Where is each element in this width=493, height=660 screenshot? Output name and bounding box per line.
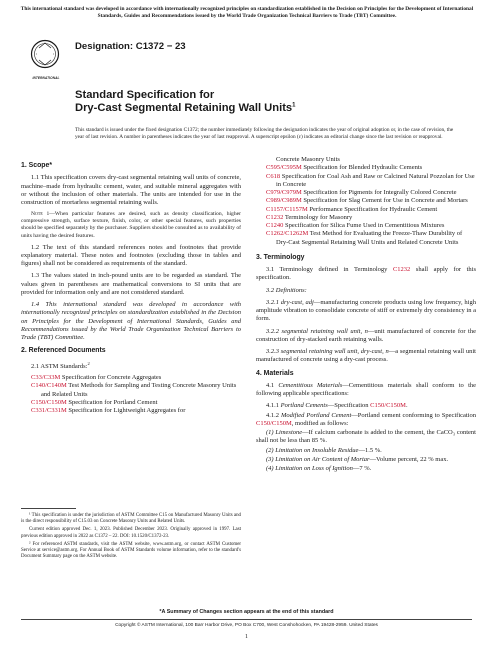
footnote-1-edition: Current edition approved Dec. 1, 2023. Published December 2023. Originally approved in 1997. Last previous edition approved in 2022 as C1372 – 22. DOI: 10.1520/C1372-23. [21,527,241,539]
footnote-1: ¹ This specification is under the jurisdiction of ASTM Committee C15 on Manufactured Masonry Units and is the direct responsibility of C15.03 on Concrete Masonry Units and Related Units. [21,513,241,525]
left-column [21,162,241,415]
designation: Designation: C1372 − 23 [75,41,186,52]
reference-link[interactable]: C150/C150M [370,402,406,410]
reference-item[interactable]: C618 Specification for Coal Ash and Raw or Calcined Natural Pozzolan for Use in Concrete [266,172,475,188]
reference-item[interactable]: C1232 Terminology for Masonry [266,213,353,221]
limitation-3: (3) Limitation on Air Content of Mortar—Volume percent, 22 % max. [266,455,449,463]
paragraph-3-2-1: 3.2.1 dry-cast, adj—manufacturing concrete products using low frequency, high amplitude vibration to consolidate concrete of stiff or extremely dry consistency in a form. [256,298,476,323]
paragraph-3-2-3: 3.2.3 segmental retaining wall unit, dry-cast, n—a segmental retaining wall unit manufactured of concrete using a dry-cast process. [256,348,476,364]
paragraph-1-1: 1.1 This specification covers dry-cast segmental retaining wall units of concrete, machine–made from hydraulic cement, water, and suitable mineral aggregates with or without the inclusion of other materials. The units are intended for use in the construction of mortarless segmental retaining walls. [21,174,241,206]
reference-continuation: Concrete Masonry Units [276,156,340,163]
footnote-2: ² For referenced ASTM standards, visit the ASTM website, www.astm.org, or contact ASTM Customer Service at service@astm.org. For Annual Book of ASTM Standards volume information, refer to the standard's Document Summary page on the ASTM website. [21,541,241,560]
paragraph-4-1-1: 4.1.1 Portland Cements—Specification C150/C150M. [266,402,408,410]
footer-rule [21,619,472,620]
issuance-note: This standard is issued under the fixed designation C1372; the number immediately following the designation indicates the year of original adoption or, in the case of revision, the year of last revision. A number in parentheses indicates the year of last reapproval. A superscript epsilon (ε) indicates an editorial change since the last revision or reapproval. [75,127,454,140]
title-line-2: Dry-Cast Segmental Retaining Wall Units$^1$ [75,102,296,114]
copyright-line: Copyright © ASTM International, 100 Barr Harbor Drive, PO Box C700, West Conshohocken, PA 19428-2959. United States [115,623,378,628]
document-title [75,89,296,115]
reference-item[interactable]: C33/C33M Specification for Concrete Aggregates [31,374,162,382]
footnote-rule [21,508,76,509]
reference-link[interactable]: C150/C150M [256,419,292,427]
paragraph-4-1: 4.1 Cementitious Materials—Cementitious materials shall conform to the following applicable specifications: [256,381,477,397]
right-column [256,156,476,474]
summary-of-changes-note: *A Summary of Changes section appears at the end of this standard [159,609,334,615]
reference-link[interactable]: C1232 [392,266,411,273]
reference-item[interactable]: C1262/C1262M Test Method for Evaluating the Freeze-Thaw Durability of Dry-Cast Segmental Retaining Wall Units and Related Concrete Units [266,230,463,246]
reference-item[interactable]: C1240 Specification for Silica Fume Used in Cementitious Mixtures [266,222,445,229]
paragraph-4-1-2: 4.1.2 Modified Portland Cement—Portland cement conforming to Specification C150/C150M, modified as follows: [256,411,477,427]
logo-subtext: INTERNATIONAL [32,76,60,80]
section-heading-scope: 1. Scope* [21,162,53,169]
page-number: 1 [245,634,248,640]
paragraph-3-2: 3.2 Definitions: [266,286,307,294]
reference-item[interactable]: C331/C331M Specification for Lightweight Aggregates for [31,407,186,415]
section-heading-referenced-documents: 2. Referenced Documents [21,347,106,355]
section-heading-terminology: 3. Terminology [256,253,305,261]
reference-item[interactable]: C595/C595M Specification for Blended Hydraulic Cements [266,164,423,172]
limitation-4: (4) Limitation on Loss of Ignition—7 %. [266,465,372,472]
reference-item[interactable]: C989/C989M Specification for Slag Cement for Use in Concrete and Mortars [266,197,468,205]
paragraph-2-1: 2.1 ASTM Standards:$^2$ [31,360,90,370]
reference-item[interactable]: C150/C150M Specification for Portland Cement [31,398,158,406]
paragraph-3-1: 3.1 Terminology defined in Terminology C1232 shall apply for this specification. [256,266,476,282]
reference-item[interactable]: C979/C979M Specification for Pigments for Integrally Colored Concrete [266,189,457,196]
limitation-1: (1) Limestone—If calcium carbonate is added to the cement, the CaCO₃ content shall not be less than 85 %. [256,429,476,445]
reference-item[interactable]: C1157/C1157M Performance Specification for Hydraulic Cement [266,205,438,213]
paragraph-1-2: 1.2 The text of this standard references notes and footnotes that provide explanatory material. These notes and footnotes (excluding those in tables and figures) shall not be considered as requirements of the standard. [21,243,241,268]
reference-item[interactable]: C140/C140M Test Methods for Sampling and Testing Concrete Masonry Units and Related Units [31,382,237,398]
section-heading-materials: 4. Materials [256,369,294,377]
limitation-2: (2) Limitation on Insoluble Residue—1.5 %. [266,446,382,454]
tbt-notice: This international standard was developed in accordance with internationally recognized principles on standardization established in the Decision on Principles for the Development of International Standards, Guides and Recommendations issued by the World Trade Organization Technical Barriers to Trade (TBT) Committee. [20,6,474,19]
note-1: Note 1—When particular features are desired, such as density classification, higher compressive strength, surface texture, finish, color, or other special features, such properties should be specified separately by the purchaser. Suppliers should be consulted as to availability of units having the desired features. [21,211,241,239]
title-line-1: Standard Specification for [75,89,215,101]
paragraph-3-2-2: 3.2.2 segmental retaining wall unit, n—unit manufactured of concrete for the construction of dry-stacked earth retaining walls. [256,327,476,343]
footnotes [21,508,241,562]
paragraph-1-3: 1.3 The values stated in inch-pound units are to be regarded as standard. The values given in parentheses are mathematical conversions to SI units that are provided for information only and are not considered standard. [21,272,241,296]
paragraph-1-4: 1.4 This international standard was developed in accordance with internationally recognized principles on standardization established in the Decision on Principles for the Development of International Standards, Guides and Recommendations issued by the World Trade Organization Technical Barriers to Trade (TBT) Committee. [21,301,241,342]
astm-logo-icon [30,39,60,75]
